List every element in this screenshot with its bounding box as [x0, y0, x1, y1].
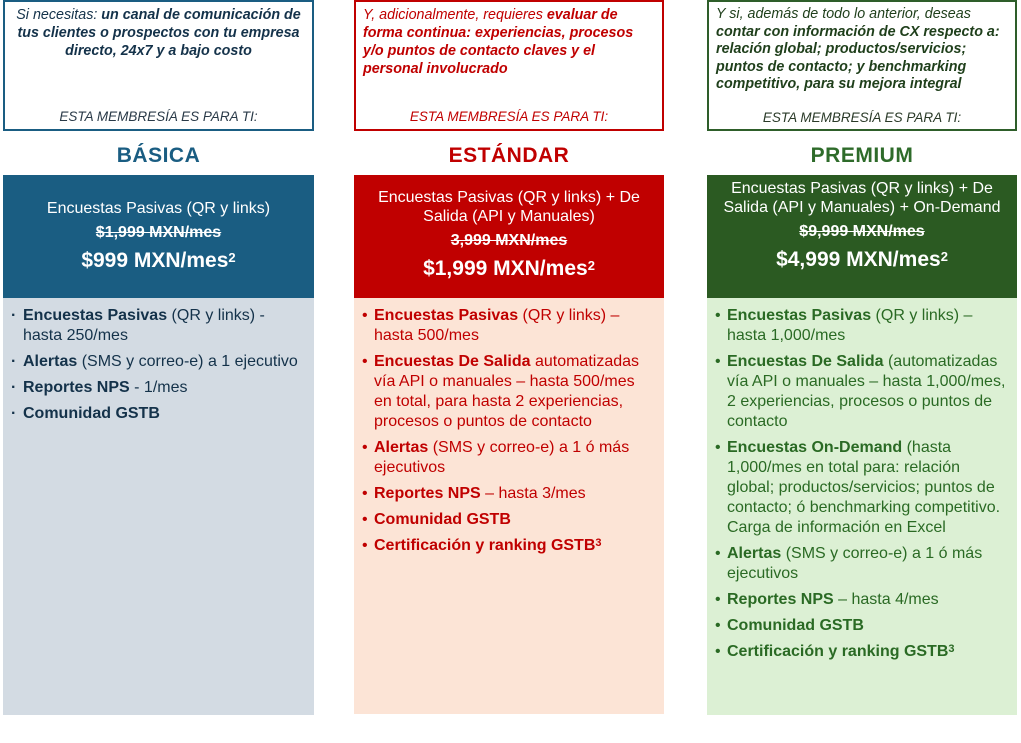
feature-item [715, 616, 1009, 636]
feature-name: Comunidad GSTB [374, 511, 511, 528]
intro-footer: ESTA MEMBRESÍA ES PARA TI: [59, 109, 258, 124]
feature-name: Encuestas Pasivas [374, 307, 519, 324]
tier-title: PREMIUM [810, 144, 914, 167]
feature-item [362, 510, 656, 530]
plan-basic [3, 0, 314, 715]
feature-item [715, 438, 1009, 538]
feature-detail: (SMS y correo-e) a 1 ó más ejecutivos [374, 439, 630, 476]
feature-list [707, 298, 1017, 715]
feature-name: Comunidad GSTB [23, 405, 160, 422]
feature-name: Alertas [374, 439, 429, 456]
intro-highlight: un canal de comunicación de tus clientes o prospectos con tu empresa directo, 24x7 y a bajo costo [17, 7, 301, 59]
new-price: $4,999 MXN/mes [776, 248, 941, 271]
intro-highlight: contar con información de CX respecto a: relación global; productos/servicios; puntos de contacto; y benchmarking competitivo, para su mejora integral [716, 23, 1000, 92]
feature-item [715, 642, 1009, 662]
feature-item [362, 484, 656, 504]
price-description: Encuestas Pasivas (QR y links) + De Salida (API y Manuales) [378, 189, 640, 225]
feature-name: Reportes NPS [23, 379, 130, 396]
feature-name: Alertas [23, 353, 78, 370]
tier-title: ESTÁNDAR [448, 144, 570, 167]
intro-footer: ESTA MEMBRESÍA ES PARA TI: [762, 109, 962, 125]
new-price: $1,999 MXN/mes [423, 257, 588, 280]
feature-name: Encuestas De Salida [727, 353, 884, 370]
old-price: $9,999 MXN/mes [799, 223, 925, 240]
feature-detail: automatizadas vía API o manuales – hasta 500/mes en total, para hasta 2 experiencias, procesos o puntos de contacto [374, 353, 640, 430]
price-description: Encuestas Pasivas (QR y links) [46, 200, 271, 217]
new-price-footnote: 2 [587, 258, 595, 273]
price-box [707, 175, 1017, 298]
intro-text: Y, adicionalmente, requieres [363, 7, 547, 23]
plan-intro-box [707, 0, 1017, 131]
price-description: Encuestas Pasivas (QR y links) + De Salida (API y Manuales) + On-Demand [723, 180, 1001, 216]
feature-footnote: 3 [948, 643, 955, 655]
feature-detail: (hasta 1,000/mes en total para: relación global; productos/servicios; puntos de contacto; ó benchmarking competitivo. Carga de información en Excel [727, 439, 1001, 536]
feature-detail: (SMS y correo-e) a 1 ó más ejecutivos [727, 545, 983, 582]
plan-standard [354, 0, 664, 714]
new-price-line [3, 248, 314, 274]
feature-detail: - 1/mes [129, 379, 188, 396]
feature-item [715, 590, 1009, 610]
feature-name: Reportes NPS [374, 485, 481, 502]
intro-text: Y si, además de todo lo anterior, deseas [716, 6, 971, 22]
plan-intro-box [354, 0, 664, 131]
feature-name: Comunidad GSTB [727, 617, 864, 634]
feature-detail: – hasta 4/mes [833, 591, 939, 608]
feature-detail: – hasta 3/mes [480, 485, 586, 502]
feature-item [715, 306, 1009, 346]
feature-item [362, 536, 656, 556]
new-price: $999 MXN/mes [81, 249, 229, 272]
feature-detail: (QR y links) – hasta 1,000/mes [727, 307, 973, 344]
tier-title: BÁSICA [116, 144, 201, 167]
feature-list [3, 298, 314, 715]
feature-name: Encuestas Pasivas [23, 307, 168, 324]
feature-item [11, 352, 306, 372]
intro-text: Si necesitas: [16, 7, 102, 23]
feature-name: Encuestas On-Demand [727, 439, 903, 456]
new-price-line [707, 247, 1017, 273]
new-price-footnote: 2 [228, 250, 236, 265]
intro-highlight: evaluar de forma continua: experiencias, procesos y/o puntos de contacto claves y el personal involucrado [363, 7, 634, 77]
feature-name: Encuestas De Salida [374, 353, 531, 370]
feature-detail: (QR y links) - hasta 250/mes [23, 307, 265, 344]
feature-name: Encuestas Pasivas [727, 307, 872, 324]
feature-item [11, 378, 306, 398]
feature-name: Reportes NPS [727, 591, 834, 608]
old-price: 3,999 MXN/mes [450, 232, 568, 249]
feature-item [362, 352, 656, 432]
feature-item [11, 404, 306, 424]
feature-name: Certificación y ranking GSTB [374, 537, 596, 554]
old-price: $1,999 MXN/mes [95, 224, 222, 241]
plan-premium [707, 0, 1017, 715]
new-price-footnote: 2 [940, 249, 948, 264]
feature-item [715, 352, 1009, 432]
price-box [3, 175, 314, 298]
feature-detail: (automatizadas vía API o manuales – hasta 1,000/mes, 2 experiencias, procesos o puntos de contacto [727, 353, 1006, 430]
feature-item [362, 306, 656, 346]
new-price-line [354, 256, 664, 282]
feature-name: Certificación y ranking GSTB [727, 643, 949, 660]
feature-item [11, 306, 306, 346]
feature-name: Alertas [727, 545, 782, 562]
price-box [354, 175, 664, 298]
feature-item [362, 438, 656, 478]
feature-list [354, 298, 664, 714]
feature-detail: (QR y links) – hasta 500/mes [374, 307, 620, 344]
plan-intro-box [3, 0, 314, 131]
feature-item [715, 544, 1009, 584]
feature-footnote: 3 [595, 537, 602, 549]
feature-detail: (SMS y correo-e) a 1 ejecutivo [77, 353, 298, 370]
intro-footer: ESTA MEMBRESÍA ES PARA TI: [409, 109, 609, 124]
